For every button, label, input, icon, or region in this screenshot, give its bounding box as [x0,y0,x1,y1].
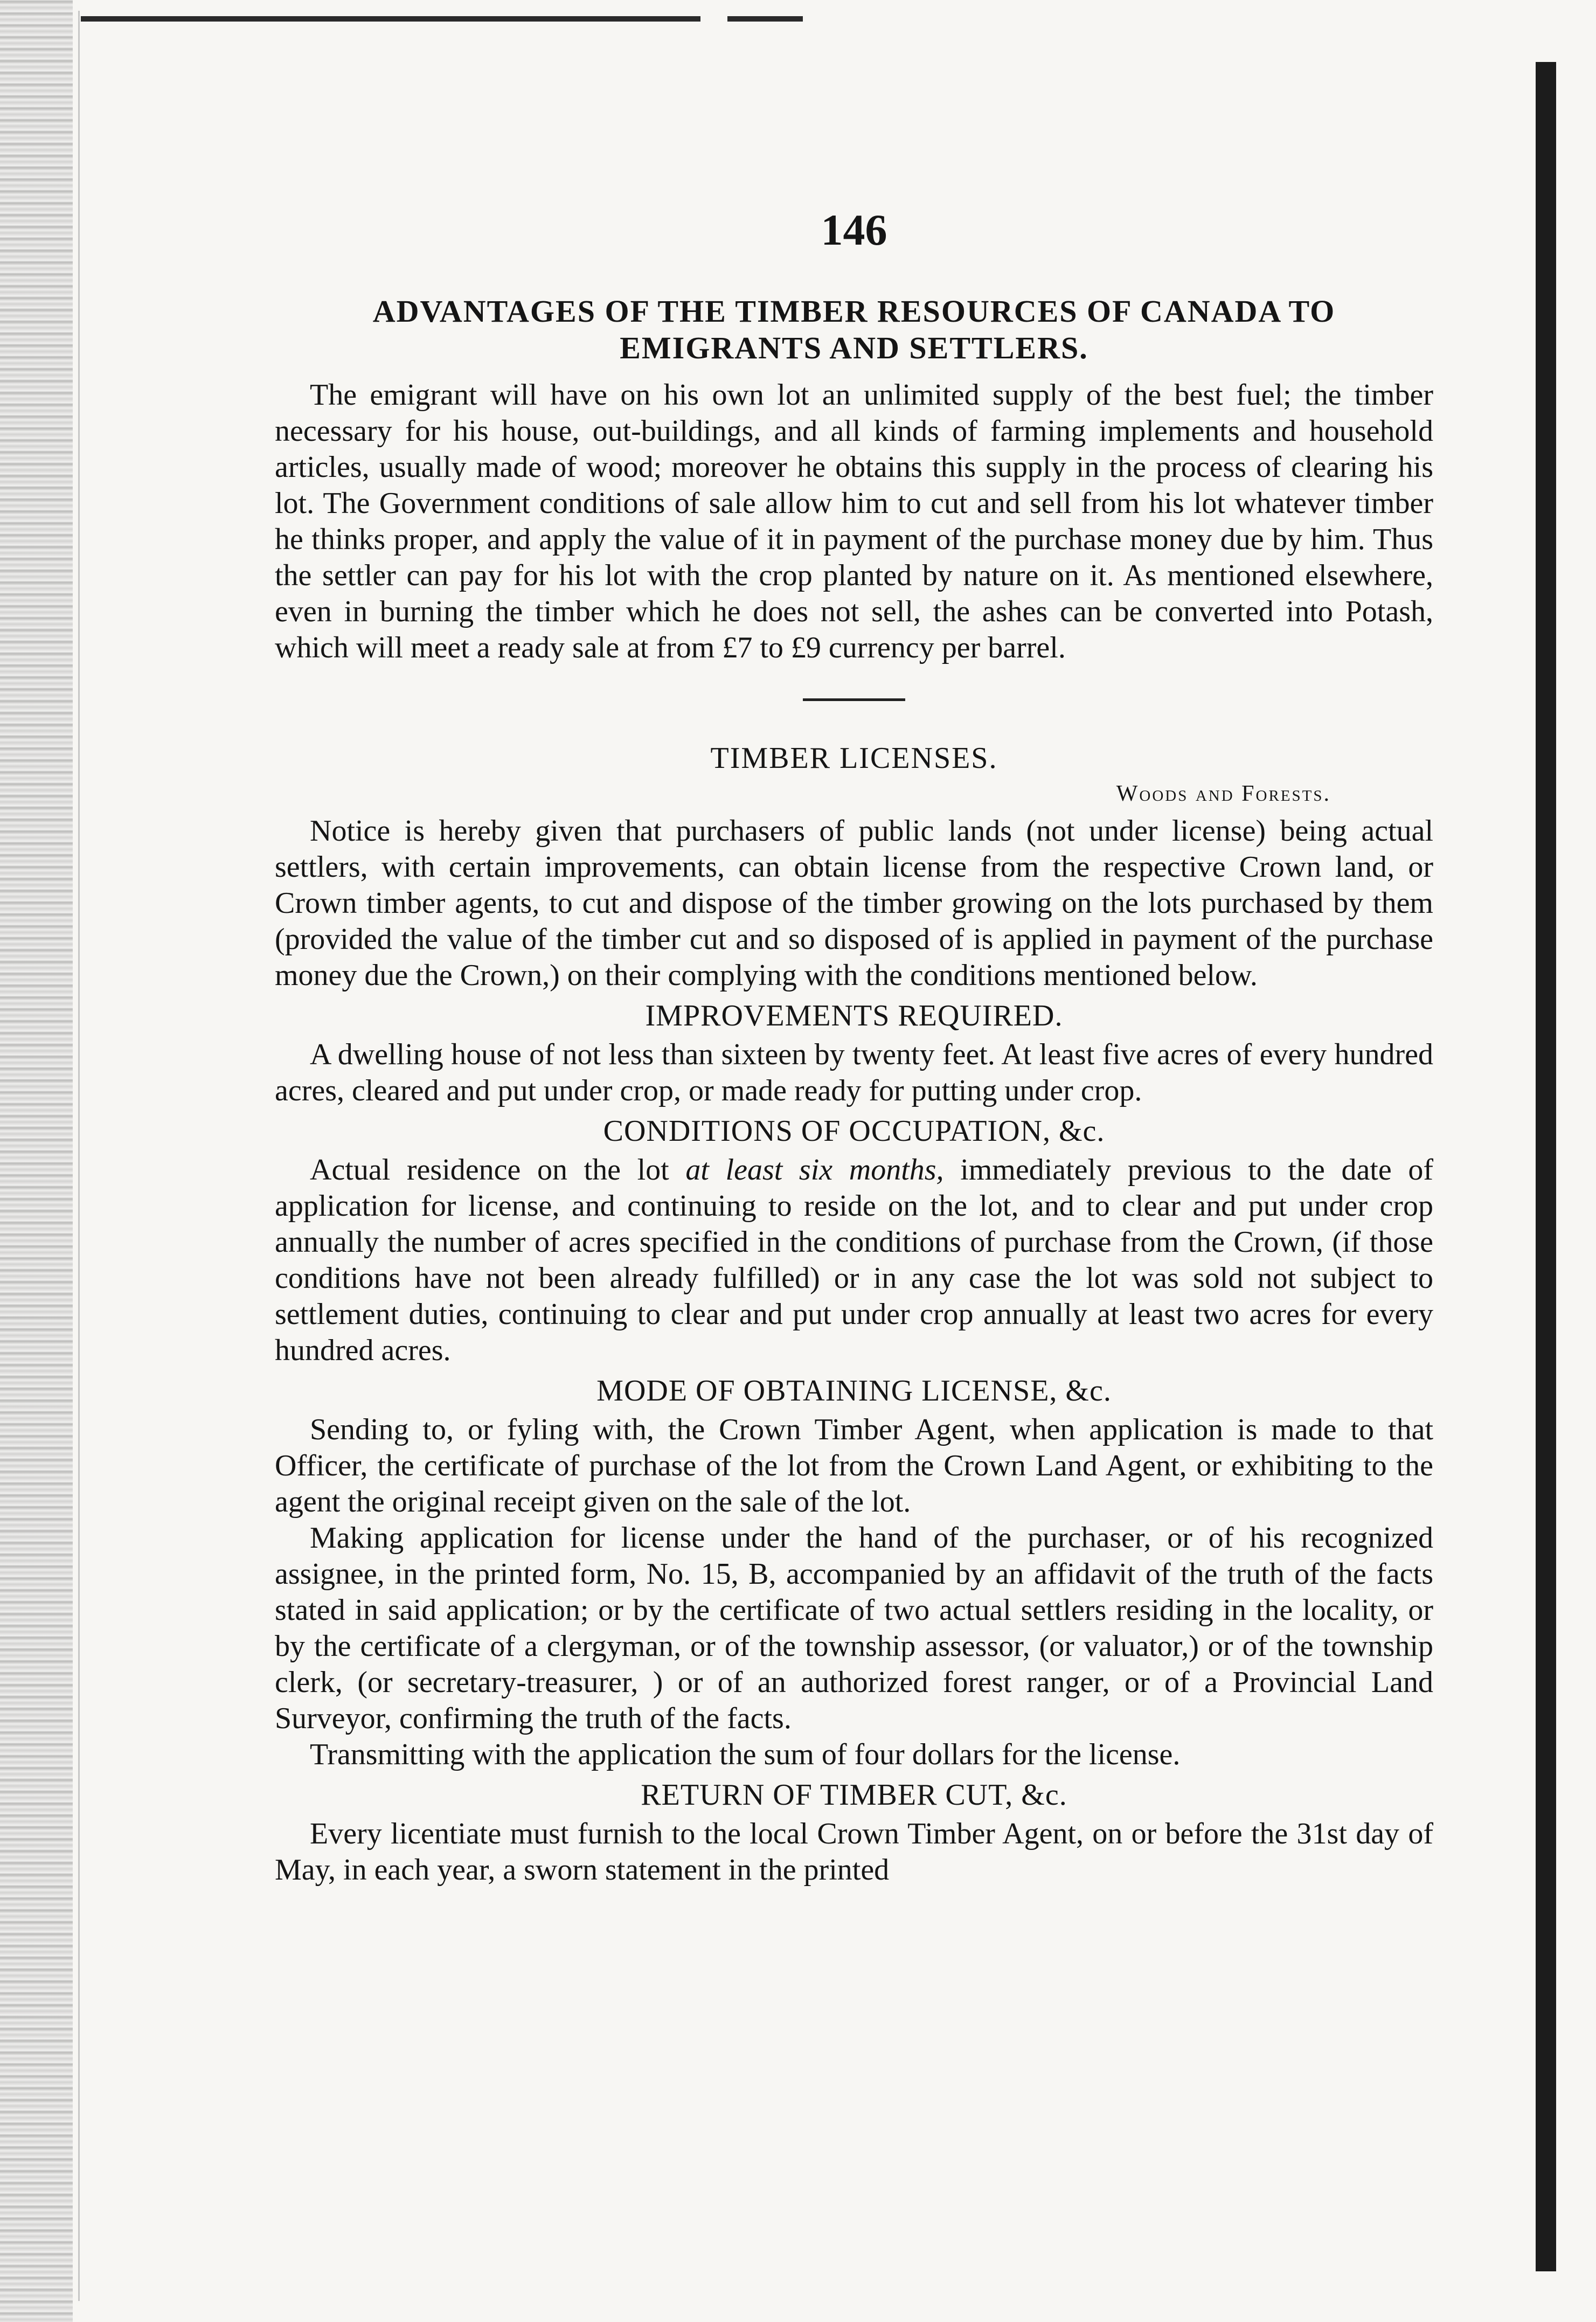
top-rule-segment [727,16,803,22]
page-content [275,205,1433,1888]
page-number: 146 [821,205,887,254]
left-margin-line [78,11,80,2301]
improvements-heading: IMPROVEMENTS REQUIRED. [645,999,1063,1032]
obtaining-paragraph: Transmitting with the application the sum of four dollars for the license. [310,1738,1181,1771]
page-edge-shadow [0,0,73,2322]
return-text: Every licentiate must furnish to the local Crown Timber Agent, on or before the 31st day of May, in each year, a sworn statement in the printed [275,1817,1433,1887]
section-divider [803,698,905,701]
improvements-text: A dwelling house of not less than sixteen by twenty feet. At least five acres of every hundred acres, cleared and put under crop, or made ready for putting under crop. [275,1038,1433,1107]
return-heading: RETURN OF TIMBER CUT, &c. [641,1778,1067,1812]
obtaining-paragraph: Making application for license under the hand of the purchaser, or of his recognized assignee, in the printed form, No. 15, B, accompanied by an affidavit of the truth of the facts stated in said application; or by the certificate of two actual settlers residing in the locality, or by the certificate of a clergyman, or of the township assessor, (or valuator,) or of the township clerk, (or secretary-treasurer, ) or of an authorized forest ranger, or of a Provincial Land Surveyor, confirming the truth of the facts. [275,1521,1433,1735]
binding-edge [1536,62,1556,2271]
occupation-emphasis: at least six months, [685,1153,944,1187]
occupation-text [275,1152,1433,1369]
licenses-heading: TIMBER LICENSES. [710,741,998,775]
obtaining-heading: MODE OF OBTAINING LICENSE, &c. [596,1374,1112,1408]
intro-paragraph: The emigrant will have on his own lot an unlimited supply of the best fuel; the timber necessary for his house, out-buildings, and all kinds of farming implements and household articles, usually made of wood; moreover he obtains this supply in the process of clearing his lot. The Government conditions of sale allow him to cut and sell from his lot whatever timber he thinks proper, and apply the value of it in payment of the purchase money due by him. Thus the settler can pay for his lot with the crop planted by nature on it. As mentioned elsewhere, even in burning the timber which he does not sell, the ashes can be converted into Potash, which will meet a ready sale at from £7 to £9 currency per barrel. [275,378,1433,664]
licenses-notice: Notice is hereby given that purchasers of public lands (not under license) being actual settlers, with certain improvements, can obtain license from the respective Crown land, or Crown timber agents, to cut and dispose of the timber growing on the lots purchased by them (provided the value of the timber cut and so disposed of is applied in payment of the purchase money due the Crown,) on their complying with the conditions mentioned below. [275,814,1433,992]
department-label: Woods and Forests. [1116,781,1331,806]
occupation-heading: CONDITIONS OF OCCUPATION, &c. [603,1114,1105,1148]
top-rule [81,16,700,22]
obtaining-paragraph: Sending to, or fyling with, the Crown Timber Agent, when application is made to that Officer, the certificate of purchase of the lot from the Crown Land Agent, or exhibiting to the agent the original receipt given on the sale of the lot. [275,1413,1433,1519]
occupation-text-end: immediately previous to the date of application for license, and continuing to reside on the lot, and to clear and put under crop annually the number of acres specified in the conditions of purchase from the Crown, (if those conditions have not been already fulfilled) or in any case the lot was sold not subject to settlement duties, continuing to clear and put under crop annually at least two acres for every hundred acres. [275,1153,1433,1367]
occupation-text-start: Actual residence on the lot [310,1153,686,1187]
page-title: ADVANTAGES OF THE TIMBER RESOURCES OF CANADA TO EMIGRANTS AND SETTLERS. [372,294,1336,365]
